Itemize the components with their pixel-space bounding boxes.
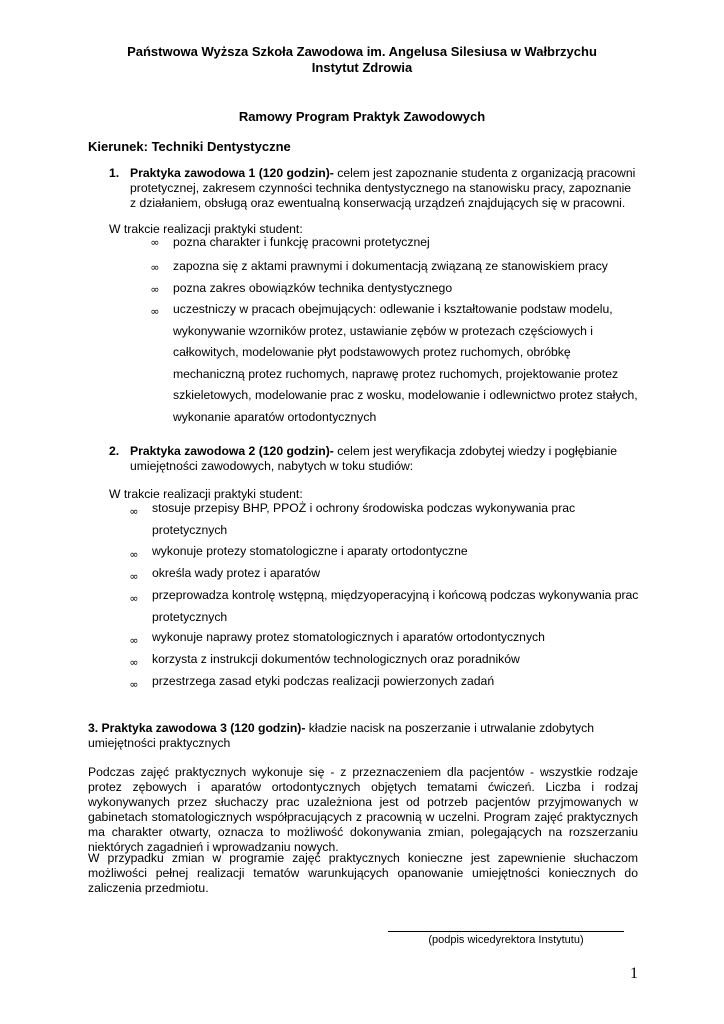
signature-caption: (podpis wicedyrektora Instytutu) [428, 934, 584, 946]
infinity-bullet-icon: ∞ [129, 592, 139, 605]
section-1-intro: W trakcie realizacji praktyki student: [109, 222, 303, 236]
section-1-title: Praktyka zawodowa 1 (120 godzin)- [130, 166, 334, 180]
infinity-bullet-icon: ∞ [129, 570, 139, 583]
infinity-bullet-icon: ∞ [150, 305, 160, 318]
section-2-intro: W trakcie realizacji praktyki student: [109, 487, 303, 501]
section-2-number: 2. [109, 444, 120, 458]
institute-name: Instytut Zdrowia [311, 60, 413, 75]
institution-name: Państwowa Wyższa Szkoła Zawodowa im. Angelusa Silesiusa w Wałbrzychu [127, 44, 597, 59]
infinity-bullet-icon: ∞ [129, 505, 139, 518]
infinity-bullet-icon: ∞ [129, 678, 139, 691]
section-3-paragraph-2: W przypadku zmian w programie zajęć praktycznych konieczne jest zapewnienie słuchaczom możliwości pełnej realizacji tematów warunkujących opanowanie umiejętności koniecznych do zaliczenia przedmiotu. [88, 851, 638, 895]
program-title: Ramowy Program Praktyk Zawodowych [238, 109, 486, 124]
direction-heading: Kierunek: Techniki Dentystyczne [88, 139, 291, 154]
section-3-description: kładzie nacisk na poszerzanie i utrwalanie zdobytych umiejętności praktycznych [88, 721, 595, 750]
section-2-description: celem jest weryfikacja zdobytej wiedzy i pogłębianie umiejętności zawodowych, nabytych w toku studiów: [130, 444, 618, 473]
infinity-bullet-icon: ∞ [129, 548, 139, 561]
page-number: 1 [630, 965, 638, 982]
infinity-bullet-icon: ∞ [150, 283, 160, 296]
section-3-paragraph: Podczas zajęć praktycznych wykonuje się - z przeznaczeniem dla pacjentów - wszystkie rodzaje protez zębowych i aparatów ortodontycznych objętych tematami ćwiczeń. Liczba i rodzaj wykonywanych przez słuchaczy prac uzależniona jest od potrzeb pacjentów przyjmowanych w gabinetach stomatologicznych współpracujących z pracownią w uczelni. Program zajęć praktycznych ma charakter otwarty, oznacza to możliwość dokonywania zmian, polegających na rozszerzaniu niektórych zagadnień i wprowadzaniu nowych. [88, 765, 638, 854]
section-1-number: 1. [109, 166, 120, 180]
infinity-bullet-icon: ∞ [150, 261, 160, 274]
signature-line [388, 931, 624, 932]
infinity-bullet-icon: ∞ [150, 236, 160, 249]
document-page: Państwowa Wyższa Szkoła Zawodowa im. Angelusa Silesiusa w Wałbrzychu Instytut Zdrowia Ramowy Program Praktyk Zawodowych Kierunek: Techniki Dentystyczne 1. Praktyka zawodowa 1 (120 godzin)- celem jest zapoznanie studenta z organizacją pracowni protetycznej, zakresem czynności technika dentystycznego na stanowisku pracy, zapoznanie z działaniem, obsługą oraz ewentualną konserwacją urządzeń znajdujących się w pracowni. W trakcie realizacji praktyki student: ∞ pozna charakter i funkcję pracowni protetycznej ∞ zapozna się z aktami prawnymi i dokumentacją związaną ze stanowiskiem pracy ∞ pozna zakres obowiązków technika dentystycznego ∞ uczestniczy w pracach obejmujących: odlewanie i kształtowanie podstaw modelu, wykonywanie wzorników protez, ustawianie zębów w protezach częściowych i całkowitych, modelowanie płyt podstawowych protez ruchomych, obróbkę mechaniczną protez ruchomych, naprawę protez ruchomych, projektowanie protez szkieletowych, modelowanie prac z wosku, modelowanie i odlewnictwo protez stałych, wykonanie aparatów ortodontycznych 2. Praktyka zawodowa 2 (120 godzin)- celem jest weryfikacja zdobytej wiedzy i pogłębianie umiejętności zawodowych, nabytych w toku studiów: W trakcie realizacji praktyki student: ∞ stosuje przepisy BHP, PPOŻ i ochrony środowiska podczas wykonywania prac protetycznych ∞ wykonuje protezy stomatologiczne i aparaty ortodontyczne ∞ określa wady protez i aparatów ∞ przeprowadza kontrolę wstępną, międzyoperacyjną i końcową podczas wykonywania prac protetycznych ∞ wykonuje naprawy protez stomatologicznych i aparatów ortodontycznych ∞ korzysta z instrukcji dokumentów technologicznych oraz poradników ∞ przestrzega zasad etyki podczas realizacji powierzonych zadań 3. Praktyka zawodowa 3 (120 godzin)- kładzie nacisk na poszerzanie i utrwalanie zdobytych umiejętności praktycznych Podczas zajęć praktycznych wykonuje się - z przeznaczeniem dla pacjentów - wszystkie rodzaje protez zębowych i aparatów ortodontycznych objętych tematami ćwiczeń. Liczba i rodzaj wykonywanych przez słuchaczy prac uzależniona jest od potrzeb pacjentów przyjmowanych w gabinetach stomatologicznych współpracujących z pracownią w uczelni. Program zajęć praktycznych ma charakter otwarty, oznacza to możliwość dokonywania zmian, polegających na rozszerzaniu niektórych zagadnień i wprowadzaniu nowych. W przypadku zmian w programie zajęć praktycznych konieczne jest zapewnienie słuchaczom możliwości pełnej realizacji tematów warunkujących opanowanie umiejętności koniecznych do zaliczenia przedmiotu. (podpis wicedyrektora Instytutu) 1 [0, 0, 724, 1024]
infinity-bullet-icon: ∞ [129, 656, 139, 669]
section-3-heading [88, 721, 628, 751]
section-1-description: celem jest zapoznanie studenta z organizacją pracowni protetycznej, zakresem czynności technika dentystycznego na stanowisku pracy, zapoznanie z działaniem, obsługą oraz ewentualną konserwacją urządzeń znajdujących się w pracowni. [130, 166, 636, 210]
infinity-bullet-icon: ∞ [129, 634, 139, 647]
section-2-text [130, 444, 630, 474]
section-2-title: Praktyka zawodowa 2 (120 godzin)- [130, 444, 334, 458]
section-3-title: 3. Praktyka zawodowa 3 (120 godzin)- [88, 721, 306, 735]
institution-header [0, 44, 724, 76]
section-1-text [130, 166, 640, 211]
